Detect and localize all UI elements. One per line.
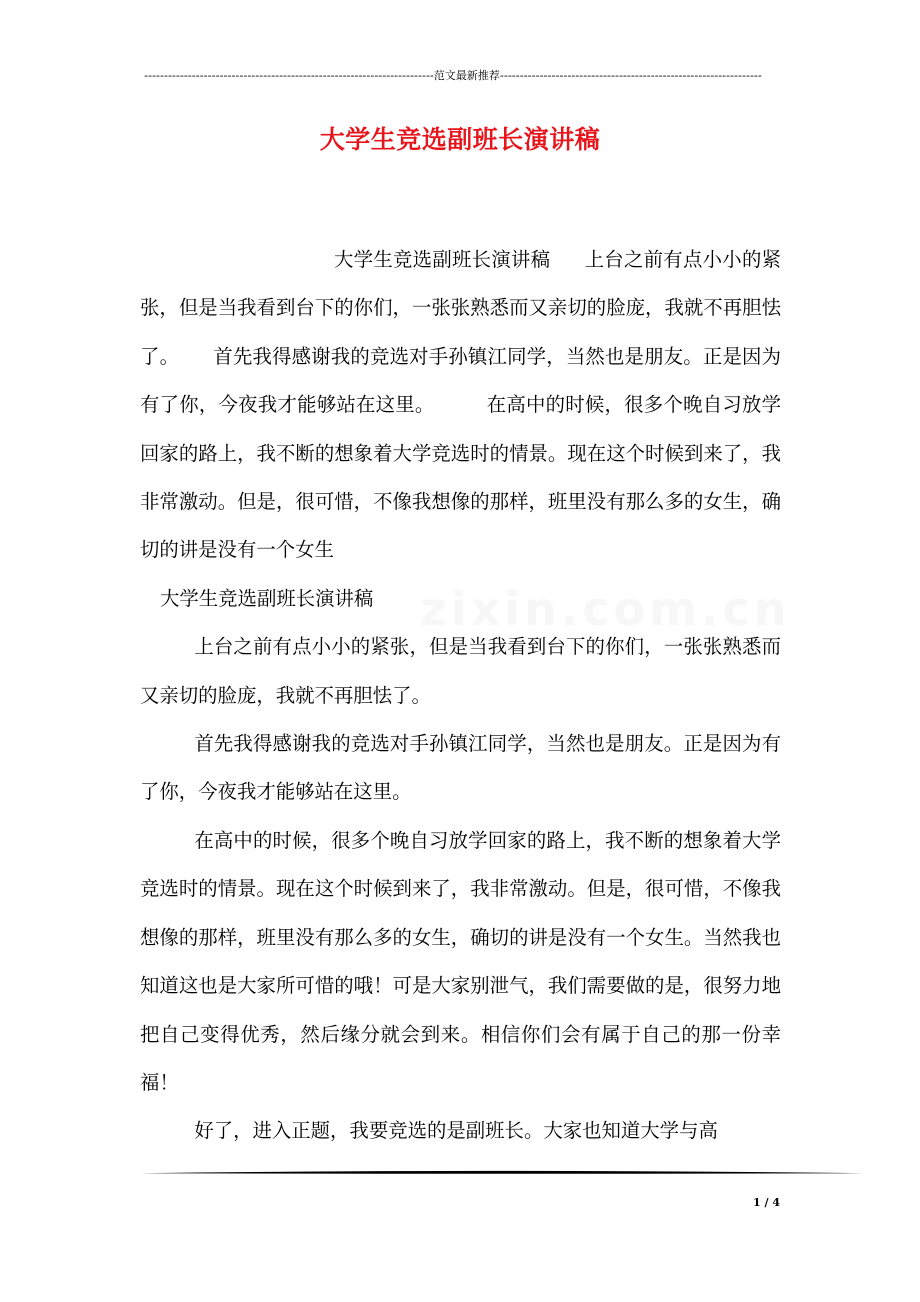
body-paragraph: 在高中的时候，很多个晚自习放学回家的路上，我不断的想象着大学竞选时的情景。现在这个时候到来了，我非常激动。但是，很可惜，不像我想像的那样，班里没有那么多的女生，确切的讲是没有一个女生。当然我也知道这也是大家所可惜的哦！可是大家别泄气，我们需要做的是，很努力地把自己变得优秀，然后缘分就会到来。相信你们会有属于自己的那一份幸福！ — [140, 828, 781, 1094]
watermark-logo: zixin.com.cn — [420, 582, 791, 636]
document-title: 大学生竞选副班长演讲稿 — [319, 125, 601, 154]
page-number: 1 / 4 — [753, 1196, 780, 1209]
header-label: 范文最新推荐 — [433, 69, 500, 82]
page-header — [140, 68, 766, 84]
summary-sentence-1: 上台之前有点小小的紧张，但是当我看到台下的你们，一张张熟悉而又亲切的脸庞，我就不再胆怯了。 — [140, 248, 782, 368]
footer-divider — [140, 1170, 864, 1176]
subheading: 大学生竞选副班长演讲稿 — [160, 586, 374, 610]
header-dashes-left: ------------------------------------------------------------------------- — [144, 69, 434, 82]
summary-sentence-2: 首先我得感谢我的竞选对手孙镇江同学，当然也是朋友。正是因为有了你，今夜我才能够站在这里。 — [140, 344, 782, 417]
summary-sentence-3: 在高中的时候，很多个晚自习放学回家的路上，我不断的想象着大学竞选时的情景。现在这个时候到来了，我非常激动。但是，很可惜，不像我想像的那样，班里没有那么多的女生，确切的讲是没有一个女生 — [140, 393, 781, 562]
header-dashes-right: ------------------------------------------------------------------ — [499, 69, 762, 82]
body-paragraph: 好了，进入正题，我要竞选的是副班长。大家也知道大学与高 — [194, 1119, 718, 1143]
body-paragraph: 上台之前有点小小的紧张，但是当我看到台下的你们，一张张熟悉而又亲切的脸庞，我就不再胆怯了。 — [140, 635, 781, 707]
body-paragraph: 首先我得感谢我的竞选对手孙镇江同学，当然也是朋友。正是因为有了你，今夜我才能够站在这里。 — [140, 732, 781, 804]
summary-title: 大学生竞选副班长演讲稿 — [334, 248, 551, 271]
document-body — [140, 236, 791, 1156]
summary-paragraph — [140, 236, 781, 575]
